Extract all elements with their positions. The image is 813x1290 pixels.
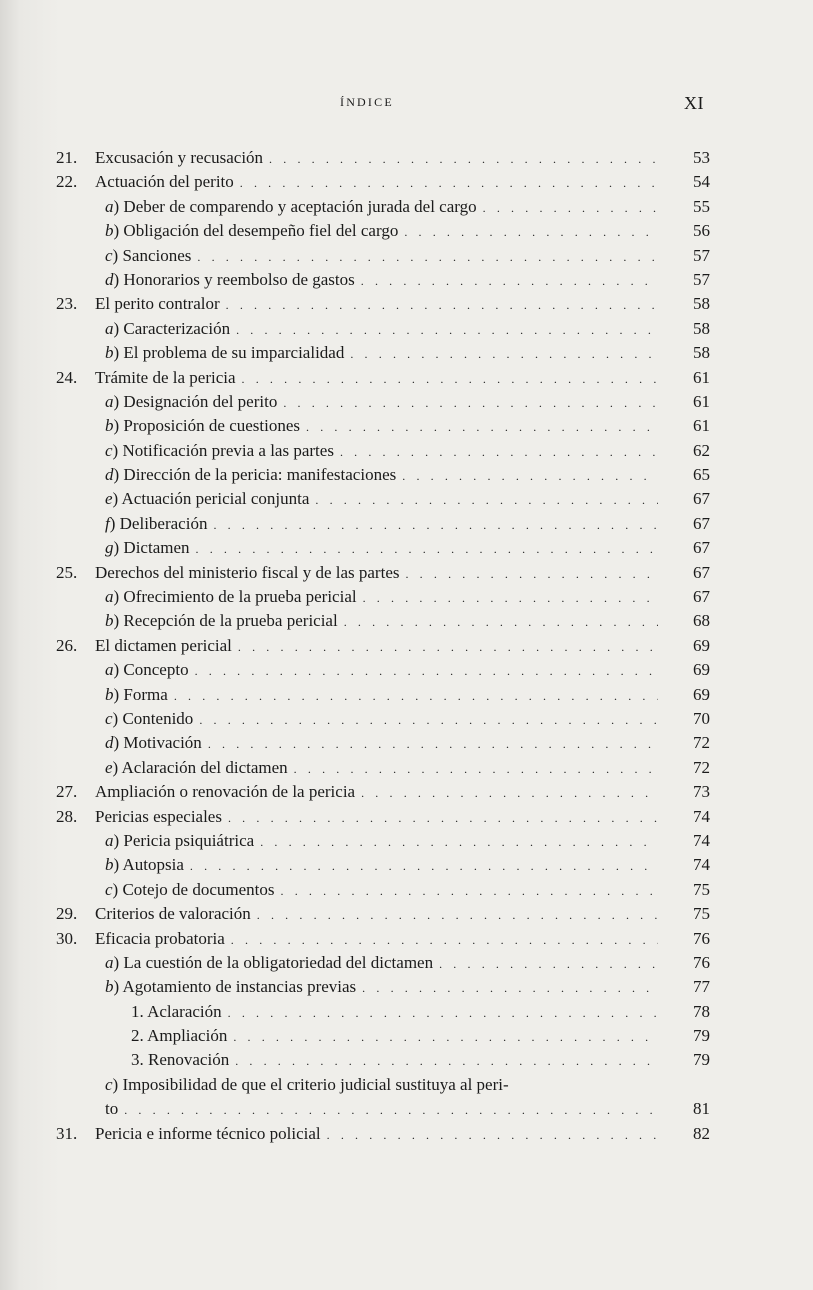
toc-entry-marker: d: [105, 465, 114, 485]
toc-entry-number: 28.: [56, 806, 78, 826]
toc-entry-label: c) Contenido: [105, 708, 194, 728]
toc-entry-text: Dirección de la pericia: manifestaciones: [123, 465, 397, 485]
toc-entry-text: Concepto: [123, 660, 189, 680]
toc-entry-text: Trámite de la pericia: [95, 367, 236, 387]
toc-entry-text: Autopsia: [122, 855, 184, 875]
toc-entry-marker: a: [105, 952, 114, 972]
dot-leader: [228, 806, 658, 830]
toc-entry-label: [95, 366, 236, 390]
toc-entry-label: [95, 634, 232, 658]
toc-entry-marker: b: [105, 855, 114, 875]
toc-entry: [0, 366, 813, 390]
toc-entry-label: b) Forma: [105, 684, 168, 704]
page-header: [0, 93, 813, 117]
toc-entry: [0, 1024, 813, 1048]
toc-entry-marker: b: [105, 221, 114, 241]
toc-entry: [0, 1097, 813, 1121]
dot-leader: [226, 293, 658, 317]
toc-entry-text: Contenido: [122, 708, 194, 728]
toc-entry-page: 58: [693, 294, 710, 314]
toc-entry: [0, 634, 813, 658]
toc-entry-label: [95, 780, 355, 804]
toc-entry-label: [95, 805, 222, 829]
toc-entry-text: Aclaración: [147, 1001, 222, 1021]
toc-entry-page: 79: [693, 1050, 710, 1070]
toc-entry-marker: f: [105, 513, 110, 533]
toc-entry-page: 77: [693, 977, 710, 997]
toc-entry-page: 54: [693, 172, 710, 192]
toc-entry-page: 62: [693, 440, 710, 460]
toc-entry-label: b) El problema de su imparcialidad: [105, 343, 345, 363]
toc-entry: [0, 219, 813, 243]
dot-leader: [439, 952, 658, 976]
toc-entry-label: [95, 146, 263, 170]
dot-leader: [174, 684, 658, 708]
toc-entry-label: e) Actuación pericial conjunta: [105, 489, 310, 509]
toc-entry-marker: d: [105, 269, 114, 289]
toc-entry-label: g) Dictamen: [105, 538, 190, 558]
toc-entry-label: [95, 902, 251, 926]
dot-leader: [361, 781, 658, 805]
toc-entry-number: 22.: [56, 172, 78, 192]
toc-entry-page: 73: [693, 782, 710, 802]
toc-entry-text: Renovación: [148, 1050, 230, 1070]
toc-entry-text: Aclaración del dictamen: [121, 757, 288, 777]
toc-entry-page: 78: [693, 1001, 710, 1021]
toc-entry-number: 25.: [56, 562, 78, 582]
toc-entry-page: 68: [693, 611, 710, 631]
toc-entry-label: c) Sanciones: [105, 245, 192, 265]
toc-entry-number: 23.: [56, 294, 78, 314]
toc-entry-label: [105, 1097, 118, 1121]
toc-entry-label: [131, 1048, 229, 1072]
toc-entry-text: Eficacia probatoria: [95, 928, 225, 948]
toc-entry-page: 74: [693, 806, 710, 826]
toc-entry-label: d) Honorarios y reembolso de gastos: [105, 269, 355, 289]
toc-entry-text: Obligación del desempeño fiel del cargo: [123, 221, 399, 241]
toc-entry-page: 72: [693, 757, 710, 777]
toc-entry: [0, 780, 813, 804]
toc-entry-text: Proposición de cuestiones: [123, 416, 301, 436]
toc-entry-label: [95, 561, 399, 585]
toc-entry-page: 70: [693, 708, 710, 728]
toc-entry-page: 75: [693, 904, 710, 924]
toc-entry-marker: 2.: [131, 1026, 148, 1046]
toc-entry-marker: a: [105, 587, 114, 607]
toc-entry-text: Sanciones: [122, 245, 192, 265]
toc-entry-page: 69: [693, 684, 710, 704]
dot-leader: [199, 708, 658, 732]
dot-leader: [362, 976, 658, 1000]
toc-entry: [0, 512, 813, 536]
toc-entry-marker: 1.: [131, 1001, 148, 1021]
toc-entry-text: Agotamiento de instancias previas: [122, 977, 357, 997]
toc-entry: [0, 170, 813, 194]
toc-entry-page: 67: [693, 587, 710, 607]
toc-entry: [0, 439, 813, 463]
dot-leader: [483, 196, 658, 220]
dot-leader: [260, 830, 658, 854]
toc-entry-marker: c: [105, 1074, 113, 1094]
toc-entry-marker: b: [105, 611, 114, 631]
toc-entry-label: c) Imposibilidad de que el criterio judicial sustituya al peri-: [105, 1074, 509, 1094]
dot-leader: [350, 342, 658, 366]
toc-entry: [0, 756, 813, 780]
toc-entry-label: a) Caracterización: [105, 318, 231, 338]
toc-entry-label: b) Autopsia: [105, 855, 184, 875]
toc-entry-label: a) Ofrecimiento de la prueba pericial: [105, 587, 357, 607]
toc-entry-label: [95, 1122, 321, 1146]
toc-entry: [0, 853, 813, 877]
toc-entry-text: Deber de comparendo y aceptación jurada del cargo: [123, 196, 477, 216]
dot-leader: [240, 171, 658, 195]
toc-entry-page: 75: [693, 879, 710, 899]
toc-entry-number: 27.: [56, 782, 78, 802]
toc-entry-label: a) La cuestión de la obligatoriedad del dictamen: [105, 952, 434, 972]
toc-entry-label: a) Concepto: [105, 660, 189, 680]
toc-entry: [0, 683, 813, 707]
toc-entry-marker: a: [105, 196, 114, 216]
dot-leader: [294, 757, 658, 781]
toc-entry-text: Notificación previa a las partes: [122, 440, 334, 460]
dot-leader: [228, 1001, 658, 1025]
dot-leader: [235, 1049, 658, 1073]
dot-leader: [213, 513, 658, 537]
toc-entry: [0, 1073, 813, 1097]
toc-entry-label: d) Motivación: [105, 733, 202, 753]
toc-entry-page: 53: [693, 148, 710, 167]
toc-entry-number: 31.: [56, 1123, 78, 1143]
dot-leader: [306, 415, 658, 439]
toc-entry: [0, 244, 813, 268]
toc-entry-marker: a: [105, 660, 114, 680]
toc-entry: [0, 146, 813, 170]
toc-entry-text: Ampliación o renovación de la pericia: [95, 782, 356, 802]
toc-entry: [0, 975, 813, 999]
dot-leader: [315, 488, 658, 512]
toc-entry-text: Derechos del ministerio fiscal y de las partes: [95, 562, 400, 582]
toc-entry-page: 67: [693, 538, 710, 558]
toc-entry-marker: e: [105, 757, 113, 777]
toc-entry-text: Dictamen: [123, 538, 190, 558]
toc-entry-label: [95, 292, 220, 316]
toc-entry-label: b) Agotamiento de instancias previas: [105, 977, 357, 997]
toc-entry-text: to: [105, 1099, 119, 1119]
toc-entry: [0, 902, 813, 926]
toc-entry-label: [95, 170, 234, 194]
toc-entry-label: [131, 1024, 227, 1048]
dot-leader: [405, 562, 658, 586]
toc-entry-label: a) Designación del perito: [105, 391, 278, 411]
toc-entry-marker: b: [105, 977, 114, 997]
dot-leader: [361, 269, 658, 293]
toc-entry-marker: b: [105, 416, 114, 436]
toc-entry-page: 67: [693, 562, 710, 582]
toc-entry-page: 81: [693, 1099, 710, 1119]
toc-entry-page: 69: [693, 660, 710, 680]
toc-entry: [0, 390, 813, 414]
page-number: XI: [684, 93, 704, 113]
toc-entry-marker: a: [105, 318, 114, 338]
toc-entry-page: 57: [693, 245, 710, 265]
toc-entry-page: 67: [693, 489, 710, 509]
toc-entry-label: b) Proposición de cuestiones: [105, 416, 301, 436]
toc-entry-label: e) Aclaración del dictamen: [105, 757, 288, 777]
toc-entry: [0, 463, 813, 487]
toc-entry-number: 29.: [56, 904, 78, 924]
toc-entry-text: Ampliación: [147, 1026, 228, 1046]
toc-entry-text: Motivación: [123, 733, 202, 753]
toc-entry-text: La cuestión de la obligatoriedad del dictamen: [123, 952, 434, 972]
toc-entry-label: d) Dirección de la pericia: manifestaciones: [105, 465, 397, 485]
toc-entry-label: b) Recepción de la prueba pericial: [105, 611, 338, 631]
running-title: ÍNDICE: [340, 95, 394, 109]
toc-entry-page: 56: [693, 221, 710, 241]
toc-entry: [0, 1048, 813, 1072]
dot-leader: [242, 367, 658, 391]
toc-entry-text: Honorarios y reembolso de gastos: [123, 269, 355, 289]
toc-entry-page: 67: [693, 513, 710, 533]
toc-entry-page: 58: [693, 343, 710, 363]
dot-leader: [208, 732, 658, 756]
toc-entry-page: 61: [693, 391, 710, 411]
toc-entry-marker: a: [105, 391, 114, 411]
toc-entry: [0, 951, 813, 975]
toc-entry: [0, 341, 813, 365]
toc-entry-number: 30.: [56, 928, 78, 948]
toc-entry: [0, 805, 813, 829]
dot-leader: [197, 245, 658, 269]
toc-entry-text: Caracterización: [123, 318, 231, 338]
toc-entry-page: 58: [693, 318, 710, 338]
toc-entry-marker: c: [105, 440, 113, 460]
dot-leader: [190, 854, 658, 878]
toc-entry-text: Forma: [123, 684, 168, 704]
toc-entry: [0, 731, 813, 755]
toc-entry: [0, 1000, 813, 1024]
table-of-contents: [0, 146, 813, 1146]
toc-entry-text: Recepción de la prueba pericial: [123, 611, 338, 631]
toc-entry-marker: a: [105, 830, 114, 850]
toc-entry: [0, 561, 813, 585]
toc-entry-marker: c: [105, 708, 113, 728]
toc-entry-text: Actuación pericial conjunta: [121, 489, 310, 509]
dot-leader: [236, 318, 658, 342]
toc-entry-marker: e: [105, 489, 113, 509]
toc-entry-marker: g: [105, 538, 114, 558]
toc-entry-text: Criterios de valoración: [95, 904, 251, 924]
toc-entry: [0, 707, 813, 731]
toc-entry: [0, 292, 813, 316]
toc-entry-page: 65: [693, 465, 710, 485]
toc-entry-page: 76: [693, 928, 710, 948]
toc-entry-number: 24.: [56, 367, 78, 387]
dot-leader: [340, 440, 658, 464]
toc-entry-marker: c: [105, 245, 113, 265]
dot-leader: [233, 1025, 658, 1049]
dot-leader: [257, 903, 658, 927]
toc-entry: [0, 585, 813, 609]
toc-entry-page: 55: [693, 196, 710, 216]
toc-entry-marker: d: [105, 733, 114, 753]
dot-leader: [327, 1123, 658, 1147]
toc-entry-marker: b: [105, 343, 114, 363]
toc-entry-text: El dictamen pericial: [95, 635, 232, 655]
toc-entry-page: 57: [693, 269, 710, 289]
toc-entry: [0, 927, 813, 951]
toc-entry-label: [131, 1000, 222, 1024]
toc-entry-label: b) Obligación del desempeño fiel del cargo: [105, 221, 399, 241]
dot-leader: [281, 879, 659, 903]
toc-entry-text: Pericia psiquiátrica: [123, 830, 255, 850]
toc-entry-label: c) Notificación previa a las partes: [105, 440, 334, 460]
dot-leader: [402, 464, 658, 488]
toc-entry: [0, 268, 813, 292]
toc-entry: [0, 414, 813, 438]
toc-entry-label: a) Pericia psiquiátrica: [105, 830, 255, 850]
toc-entry-page: 82: [693, 1123, 710, 1143]
toc-entry: [0, 1122, 813, 1146]
dot-leader: [124, 1098, 658, 1122]
dot-leader: [196, 537, 658, 561]
toc-entry: [0, 195, 813, 219]
toc-entry: [0, 829, 813, 853]
toc-entry-page: 61: [693, 367, 710, 387]
toc-entry-marker: c: [105, 879, 113, 899]
toc-entry-label: [95, 927, 225, 951]
toc-entry-page: 61: [693, 416, 710, 436]
toc-entry: [0, 658, 813, 682]
toc-entry-page: 76: [693, 952, 710, 972]
toc-entry-label: a) Deber de comparendo y aceptación jurada del cargo: [105, 196, 477, 216]
toc-entry-text: Deliberación: [119, 513, 208, 533]
dot-leader: [269, 147, 658, 171]
toc-entry-number: 21.: [56, 148, 78, 167]
toc-entry-page: 79: [693, 1026, 710, 1046]
toc-entry-text: El perito contralor: [95, 294, 220, 314]
toc-entry-text: Designación del perito: [123, 391, 278, 411]
toc-entry-page: 72: [693, 733, 710, 753]
toc-entry-text: Imposibilidad de que el criterio judicial sustituya al peri-: [122, 1074, 509, 1094]
toc-entry-marker: 3.: [131, 1050, 148, 1070]
dot-leader: [404, 220, 658, 244]
toc-entry: [0, 878, 813, 902]
toc-entry-page: 74: [693, 830, 710, 850]
toc-entry: [0, 609, 813, 633]
toc-entry-text: Pericia e informe técnico policial: [95, 1123, 321, 1143]
toc-entry-text: Pericias especiales: [95, 806, 222, 826]
dot-leader: [238, 635, 658, 659]
toc-entry-text: Actuación del perito: [95, 172, 234, 192]
toc-entry-label: f) Deliberación: [105, 513, 208, 533]
toc-entry-marker: b: [105, 684, 114, 704]
dot-leader: [344, 610, 658, 634]
toc-entry: [0, 536, 813, 560]
dot-leader: [231, 928, 658, 952]
toc-entry-text: Ofrecimiento de la prueba pericial: [123, 587, 357, 607]
toc-entry-text: Excusación y recusación: [95, 148, 264, 167]
toc-entry-label: c) Cotejo de documentos: [105, 879, 275, 899]
toc-entry-text: Cotejo de documentos: [122, 879, 275, 899]
toc-entry-page: 74: [693, 855, 710, 875]
toc-entry-text: El problema de su imparcialidad: [123, 343, 345, 363]
dot-leader: [195, 659, 658, 683]
toc-entry: [0, 317, 813, 341]
dot-leader: [363, 586, 658, 610]
toc-entry: [0, 487, 813, 511]
toc-entry-number: 26.: [56, 635, 78, 655]
dot-leader: [283, 391, 658, 415]
toc-entry-page: 69: [693, 635, 710, 655]
